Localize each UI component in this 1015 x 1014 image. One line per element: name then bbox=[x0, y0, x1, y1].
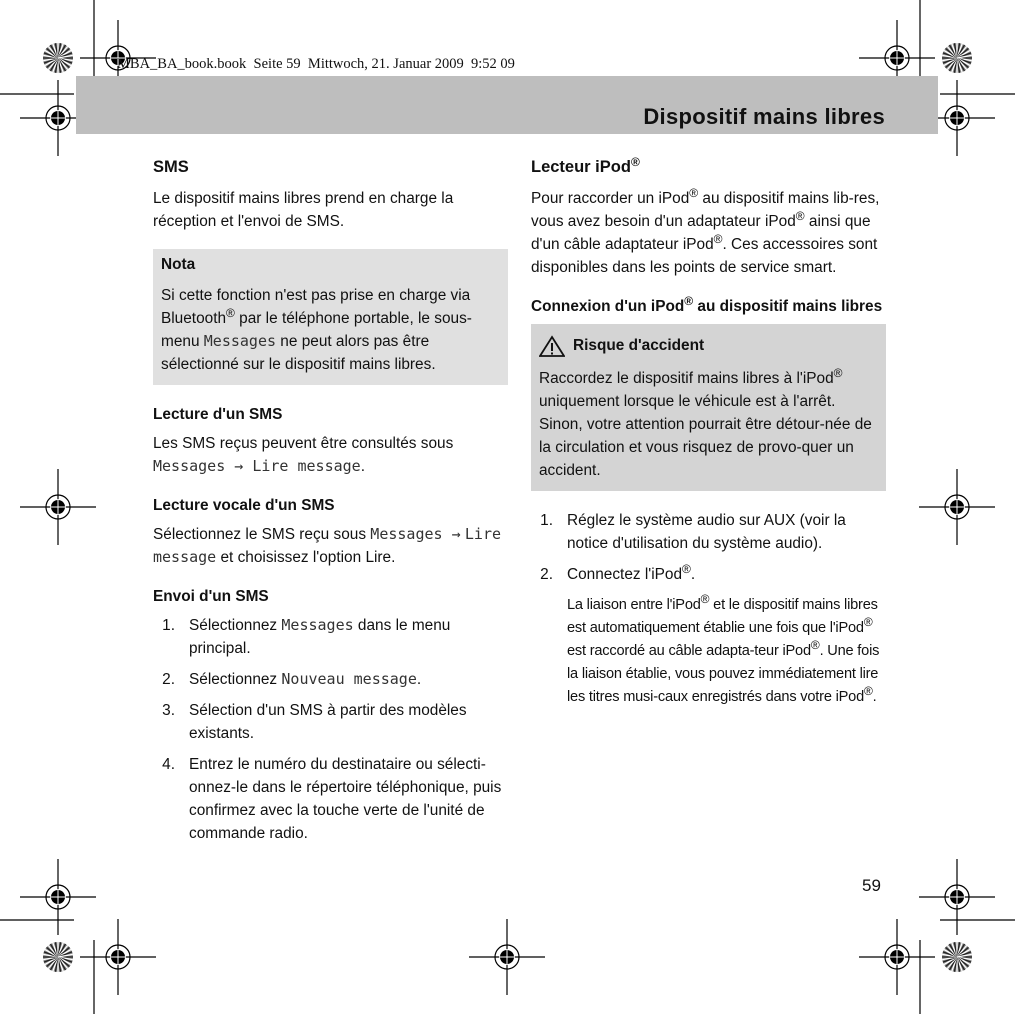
text-segment: Sélectionnez bbox=[189, 617, 282, 634]
list-number: 3. bbox=[162, 702, 175, 719]
registered-mark: ® bbox=[863, 615, 873, 629]
box-title: Risque d'accident bbox=[573, 337, 705, 354]
starburst-mark bbox=[43, 43, 73, 73]
registered-mark: ® bbox=[713, 232, 723, 246]
text-segment: et le dispositif mains libres est automatiquement établie une fois que l'iPod bbox=[567, 597, 878, 636]
text-segment: dans le menu principal. bbox=[189, 617, 451, 657]
registered-mark: ® bbox=[795, 209, 805, 223]
registered-mark: ® bbox=[684, 294, 694, 308]
text-segment: Envoi d'un SMS bbox=[153, 588, 269, 605]
text-segment: Connectez l'iPod bbox=[567, 566, 683, 583]
registered-mark: ® bbox=[864, 684, 873, 698]
text-segment: . Une fois la liaison établie, vous pouvez immédiatement lire les titres musi-caux enregistrés dans votre iPod bbox=[567, 643, 880, 705]
list-number: 1. bbox=[540, 512, 553, 529]
left-column bbox=[153, 156, 508, 853]
crosshair-mark bbox=[469, 919, 545, 995]
list-item-detail bbox=[567, 594, 886, 709]
text-segment: ne peut alors pas être sélectionné sur le dispositif mains libres. bbox=[161, 333, 436, 373]
box-title-row bbox=[161, 253, 500, 276]
list-item bbox=[153, 614, 508, 660]
list-item bbox=[153, 668, 508, 691]
list-number: 1. bbox=[162, 617, 175, 634]
box-text bbox=[539, 367, 878, 482]
text-segment: . bbox=[690, 566, 696, 583]
registered-mark: ® bbox=[833, 366, 843, 380]
text-segment: . bbox=[360, 458, 365, 475]
registered-mark: ® bbox=[226, 306, 235, 320]
section-heading bbox=[153, 403, 508, 426]
text-segment: Lecture d'un SMS bbox=[153, 406, 283, 423]
text-segment: Lecteur iPod bbox=[531, 158, 631, 176]
section-heading bbox=[531, 295, 886, 318]
menu-path: Nouveau message bbox=[281, 670, 417, 688]
box-text bbox=[161, 284, 500, 376]
list-item bbox=[531, 563, 886, 586]
menu-path: Messages bbox=[203, 332, 277, 350]
box-title-row bbox=[539, 334, 878, 357]
starburst-mark bbox=[43, 942, 73, 972]
text-segment: . Ces accessoires sont disponibles dans les points de service smart. bbox=[531, 236, 878, 276]
registered-mark: ® bbox=[810, 638, 820, 652]
list-text bbox=[189, 699, 508, 745]
text-segment: Le dispositif mains libres prend en charge la réception et l'envoi de SMS. bbox=[153, 190, 454, 230]
text-segment: au dispositif mains lib-res, vous avez besoin d'un adaptateur iPod bbox=[531, 190, 880, 230]
print-info: MBA_BA_book.book Seite 59 Mittwoch, 21. Januar 2009 9:52 09 bbox=[117, 56, 515, 72]
crosshair-mark bbox=[919, 859, 995, 935]
note-box bbox=[153, 249, 508, 385]
paragraph bbox=[153, 432, 508, 478]
list-number: 2. bbox=[540, 566, 553, 583]
text-segment: Sélection d'un SMS à partir des modèles existants. bbox=[189, 702, 467, 742]
text-segment: et choisissez l'option Lire. bbox=[216, 549, 396, 566]
list-item bbox=[153, 753, 508, 845]
registered-mark: ® bbox=[700, 592, 710, 606]
list-text bbox=[189, 614, 508, 660]
crosshair-mark bbox=[20, 859, 96, 935]
menu-path: Messages → bbox=[370, 525, 461, 543]
list-number: 4. bbox=[162, 756, 175, 773]
text-segment: Lecture vocale d'un SMS bbox=[153, 497, 335, 514]
text-segment: Les SMS reçus peuvent être consultés sous bbox=[153, 435, 454, 452]
paragraph bbox=[153, 523, 508, 569]
section-heading bbox=[153, 156, 508, 179]
text-segment: Raccordez le dispositif mains libres à l'iPod bbox=[539, 370, 834, 387]
text-segment: Connexion d'un iPod bbox=[531, 298, 685, 315]
text-segment: Sélectionnez bbox=[189, 671, 282, 688]
list-text bbox=[189, 668, 508, 691]
starburst-mark bbox=[942, 43, 972, 73]
header-band bbox=[76, 76, 938, 134]
section-heading bbox=[531, 156, 886, 179]
text-segment: . bbox=[872, 689, 877, 705]
list-item bbox=[153, 699, 508, 745]
registered-mark: ® bbox=[689, 186, 699, 200]
text-segment: Réglez le système audio sur AUX (voir la notice d'utilisation du système audio). bbox=[567, 512, 846, 552]
text-segment: SMS bbox=[153, 158, 189, 176]
crosshair-mark bbox=[80, 919, 156, 995]
list-item bbox=[531, 509, 886, 555]
list-number: 2. bbox=[162, 671, 175, 688]
list-text bbox=[567, 509, 886, 555]
crosshair-mark bbox=[859, 919, 935, 995]
section-heading bbox=[153, 585, 508, 608]
paragraph bbox=[153, 187, 508, 233]
menu-path: Messages bbox=[281, 616, 354, 634]
warning-box bbox=[531, 324, 886, 491]
menu-path: Messages → Lire message bbox=[153, 457, 361, 475]
section-heading bbox=[153, 494, 508, 517]
text-segment: est raccordé au câble adapta-teur iPod bbox=[567, 643, 811, 659]
starburst-mark bbox=[942, 942, 972, 972]
warning-triangle-icon bbox=[539, 335, 565, 357]
list-text bbox=[567, 563, 886, 586]
text-segment: au dispositif mains libres bbox=[693, 298, 883, 315]
text-segment: Sélectionnez le SMS reçu sous bbox=[153, 526, 371, 543]
box-title: Nota bbox=[161, 256, 196, 273]
text-segment: Pour raccorder un iPod bbox=[531, 190, 690, 207]
crosshair-mark bbox=[919, 469, 995, 545]
crosshair-mark bbox=[20, 469, 96, 545]
right-column bbox=[531, 156, 886, 709]
registered-mark: ® bbox=[682, 562, 691, 576]
paragraph bbox=[531, 187, 886, 279]
text-segment: . bbox=[416, 671, 422, 688]
list-text bbox=[189, 753, 508, 845]
page-title: Dispositif mains libres bbox=[643, 104, 885, 129]
text-segment: La liaison entre l'iPod bbox=[567, 597, 701, 613]
menu-path: Lire message bbox=[153, 525, 502, 566]
page-number: 59 bbox=[862, 876, 881, 895]
text-segment: ainsi que d'un câble adaptateur iPod bbox=[531, 213, 871, 253]
text-segment: uniquement lorsque le véhicule est à l'arrêt. Sinon, votre attention pourrait être détour-née de la circulation et vous risquez de provo-quer un accident. bbox=[539, 393, 872, 479]
text-segment: par le téléphone portable, le sous-menu bbox=[161, 310, 472, 350]
text-segment: Si cette fonction n'est pas prise en charge via Bluetooth bbox=[161, 287, 471, 327]
text-segment: Entrez le numéro du destinataire ou sélecti-onnez-le dans le répertoire téléphonique, puis confirmez avec la touche verte de l'unité de commande radio. bbox=[189, 756, 502, 842]
registered-mark: ® bbox=[630, 155, 640, 169]
